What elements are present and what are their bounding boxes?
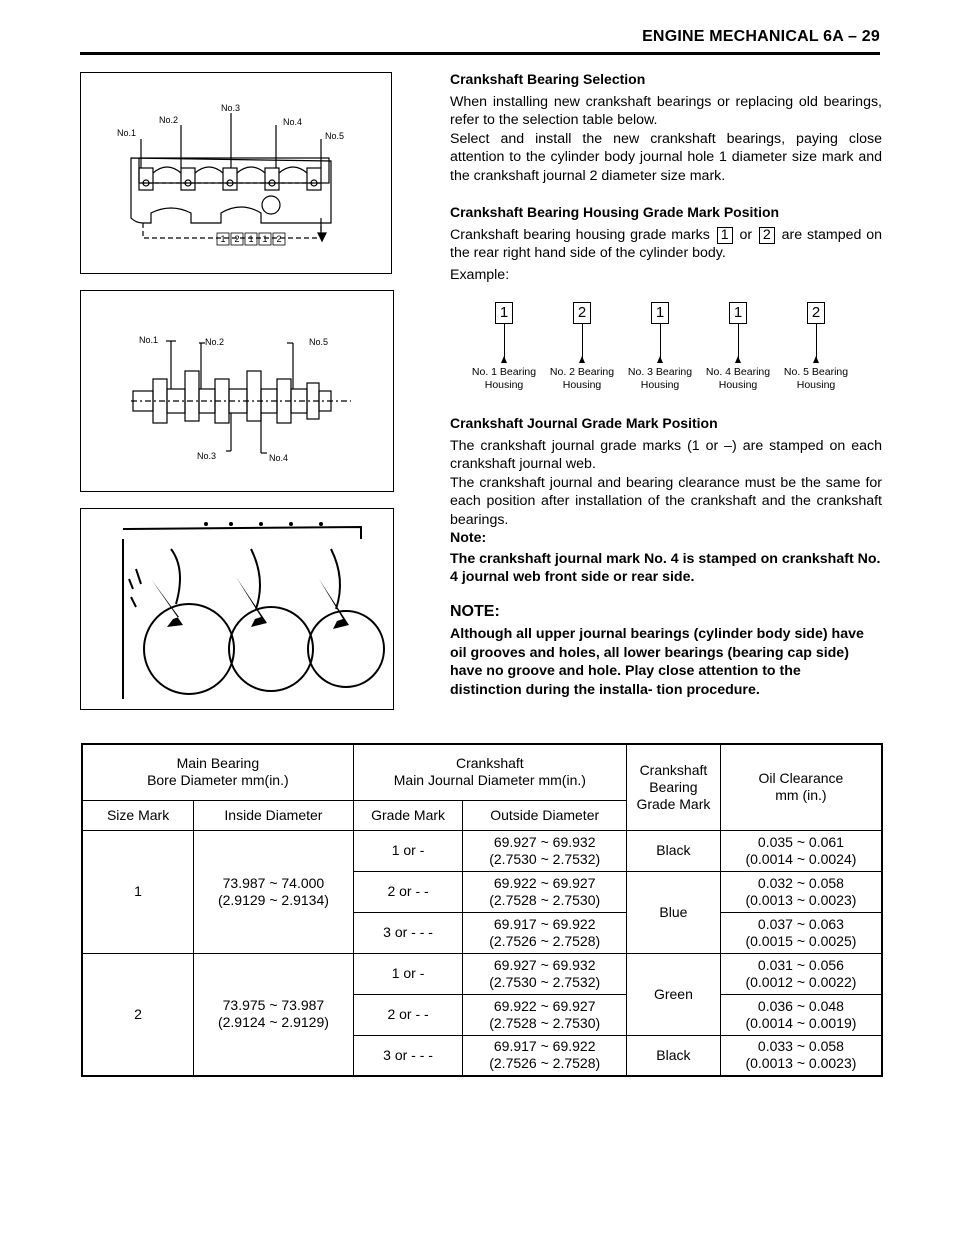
fig1-mark-5: 2: [276, 234, 282, 244]
note2-heading: NOTE:: [450, 602, 500, 620]
example-arrow: [660, 324, 661, 362]
figure-cylinder-body-marks: [80, 72, 392, 274]
th-main-bearing: Main Bearing Bore Diameter mm(in.): [82, 744, 353, 800]
table-row: [82, 830, 882, 871]
cell-grade: 2 or - -: [353, 994, 463, 1035]
cell-oil-clearance: 0.033 ~ 0.058 (0.0013 ~ 0.0023): [720, 1035, 882, 1076]
fig1-label-no4: No.4: [283, 117, 303, 127]
example-label-line2: Housing: [796, 378, 836, 391]
th-bearing-grade: Crankshaft Bearing Grade Mark: [626, 744, 720, 830]
cell-oil-clearance: 0.037 ~ 0.063 (0.0015 ~ 0.0025): [720, 912, 882, 953]
cell-inside-diameter: 73.987 ~ 74.000 (2.9129 ~ 2.9134): [194, 830, 354, 953]
housing-text: [450, 226, 882, 263]
cell-grade: 1 or -: [353, 953, 463, 994]
cell-outside-diameter: 69.927 ~ 69.932 (2.7530 ~ 2.7532): [463, 953, 627, 994]
example-label-line2: Housing: [484, 378, 524, 391]
fig2-label-no1: No.1: [139, 335, 159, 345]
cell-size-mark: 2: [82, 953, 194, 1076]
example-label-line1: No. 3 Bearing: [627, 366, 693, 378]
cell-inside-diameter: 73.975 ~ 73.987 (2.9124 ~ 2.9129): [194, 953, 354, 1076]
fig1-mark-1: 1: [220, 234, 226, 244]
fig2-label-no2: No.2: [205, 337, 225, 347]
example-label-line1: No. 5 Bearing: [783, 366, 849, 378]
fig1-mark-2: 2: [234, 234, 240, 244]
selection-para2: Select and install the new crankshaft bearings, paying close attention to the cylinder body journal hole 1 diameter size mark and the crankshaft journal 2 diameter size mark.: [450, 130, 882, 184]
journal-note-text: The crankshaft journal mark No. 4 is stamped on crankshaft No. 4 journal web front side or rear side.: [450, 550, 881, 585]
example-mark: 2: [573, 302, 591, 324]
example-arrow: [582, 324, 583, 362]
example-item: [462, 302, 546, 391]
cell-oil-clearance: 0.031 ~ 0.056 (0.0012 ~ 0.0022): [720, 953, 882, 994]
example-arrow: [738, 324, 739, 362]
example-arrow: [816, 324, 817, 362]
figure-bearing-oil-grooves: [80, 508, 394, 710]
housing-text-b: are stamped on the rear right hand side of the cylinder body.: [450, 226, 883, 261]
selection-para1: When installing new crankshaft bearings or replacing old bearings, refer to the selection table below.: [450, 93, 882, 128]
fig2-label-no3: No.3: [197, 451, 217, 461]
text-column: [450, 70, 882, 284]
cell-bearing-color: Blue: [626, 871, 720, 953]
example-mark: 1: [651, 302, 669, 324]
fig1-label-no2: No.2: [159, 115, 179, 125]
cell-grade: 1 or -: [353, 830, 463, 871]
fig1-label-no3: No.3: [221, 103, 241, 113]
cell-bearing-color: Black: [626, 1035, 720, 1076]
bearing-selection-table: [81, 743, 883, 1077]
cell-oil-clearance: 0.032 ~ 0.058 (0.0013 ~ 0.0023): [720, 871, 882, 912]
housing-heading: Crankshaft Bearing Housing Grade Mark Position: [450, 204, 780, 220]
example-diagram: [462, 302, 882, 402]
th-outside-diameter: Outside Diameter: [463, 800, 627, 830]
cell-outside-diameter: 69.922 ~ 69.927 (2.7528 ~ 2.7530): [463, 994, 627, 1035]
example-item: [696, 302, 780, 391]
example-mark: 1: [729, 302, 747, 324]
text-column-lower: [450, 414, 882, 699]
cell-oil-clearance: 0.035 ~ 0.061 (0.0014 ~ 0.0024): [720, 830, 882, 871]
th-size-mark: Size Mark: [82, 800, 194, 830]
cell-outside-diameter: 69.917 ~ 69.922 (2.7526 ~ 2.7528): [463, 1035, 627, 1076]
cell-bearing-color: Black: [626, 830, 720, 871]
housing-box-1: 1: [717, 227, 733, 244]
fig1-mark-4: 1: [262, 234, 268, 244]
journal-para2: The crankshaft journal and bearing clearance must be the same for each position after installation of the crankshaft and the crankshaft bearings.: [450, 474, 882, 528]
example-arrow: [504, 324, 505, 362]
fig2-label-no5: No.5: [309, 337, 329, 347]
housing-box-2: 2: [759, 227, 775, 244]
cell-grade: 3 or - - -: [353, 1035, 463, 1076]
th-inside-diameter: Inside Diameter: [194, 800, 354, 830]
cell-outside-diameter: 69.927 ~ 69.932 (2.7530 ~ 2.7532): [463, 830, 627, 871]
cell-size-mark: 1: [82, 830, 194, 953]
example-item: [618, 302, 702, 391]
th-oil-clearance: Oil Clearance mm (in.): [720, 744, 882, 830]
journal-heading: Crankshaft Journal Grade Mark Position: [450, 415, 718, 431]
th-crankshaft-journal: Crankshaft Main Journal Diameter mm(in.): [353, 744, 626, 800]
fig1-label-no5: No.5: [325, 131, 345, 141]
figure-crankshaft: [80, 290, 394, 492]
example-label-line1: No. 1 Bearing: [471, 366, 537, 378]
example-label-line1: No. 4 Bearing: [705, 366, 771, 378]
table-row: [82, 953, 882, 994]
page-header: [80, 26, 880, 55]
example-label-line2: Housing: [640, 378, 680, 391]
housing-text-or: or: [739, 226, 753, 243]
cell-outside-diameter: 69.922 ~ 69.927 (2.7528 ~ 2.7530): [463, 871, 627, 912]
fig2-label-no4: No.4: [269, 453, 289, 463]
example-label-line1: No. 2 Bearing: [549, 366, 615, 378]
journal-note-label: Note:: [450, 530, 487, 546]
th-grade-mark: Grade Mark: [353, 800, 463, 830]
example-mark: 2: [807, 302, 825, 324]
example-item: [774, 302, 858, 391]
page-title: ENGINE MECHANICAL 6A – 29: [642, 28, 880, 45]
cell-grade: 3 or - - -: [353, 912, 463, 953]
cell-bearing-color: Green: [626, 953, 720, 1035]
example-label-line2: Housing: [718, 378, 758, 391]
fig1-mark-3: 1: [248, 234, 254, 244]
fig1-label-no1: No.1: [117, 128, 137, 138]
cell-outside-diameter: 69.917 ~ 69.922 (2.7526 ~ 2.7528): [463, 912, 627, 953]
example-mark: 1: [495, 302, 513, 324]
example-label-line2: Housing: [562, 378, 602, 391]
housing-text-a: Crankshaft bearing housing grade marks: [450, 226, 710, 243]
cell-oil-clearance: 0.036 ~ 0.048 (0.0014 ~ 0.0019): [720, 994, 882, 1035]
cell-grade: 2 or - -: [353, 871, 463, 912]
housing-example-label: Example:: [450, 266, 510, 283]
note2-text: Although all upper journal bearings (cylinder body side) have oil grooves and holes, all lower bearings (bearing cap side) have no groove and hole. Play close attention to the distinction during the installa- tion procedure.: [450, 626, 864, 698]
selection-heading: Crankshaft Bearing Selection: [450, 71, 646, 87]
example-item: [540, 302, 624, 391]
journal-para1: The crankshaft journal grade marks (1 or –) are stamped on each crankshaft journal web.: [450, 437, 882, 472]
